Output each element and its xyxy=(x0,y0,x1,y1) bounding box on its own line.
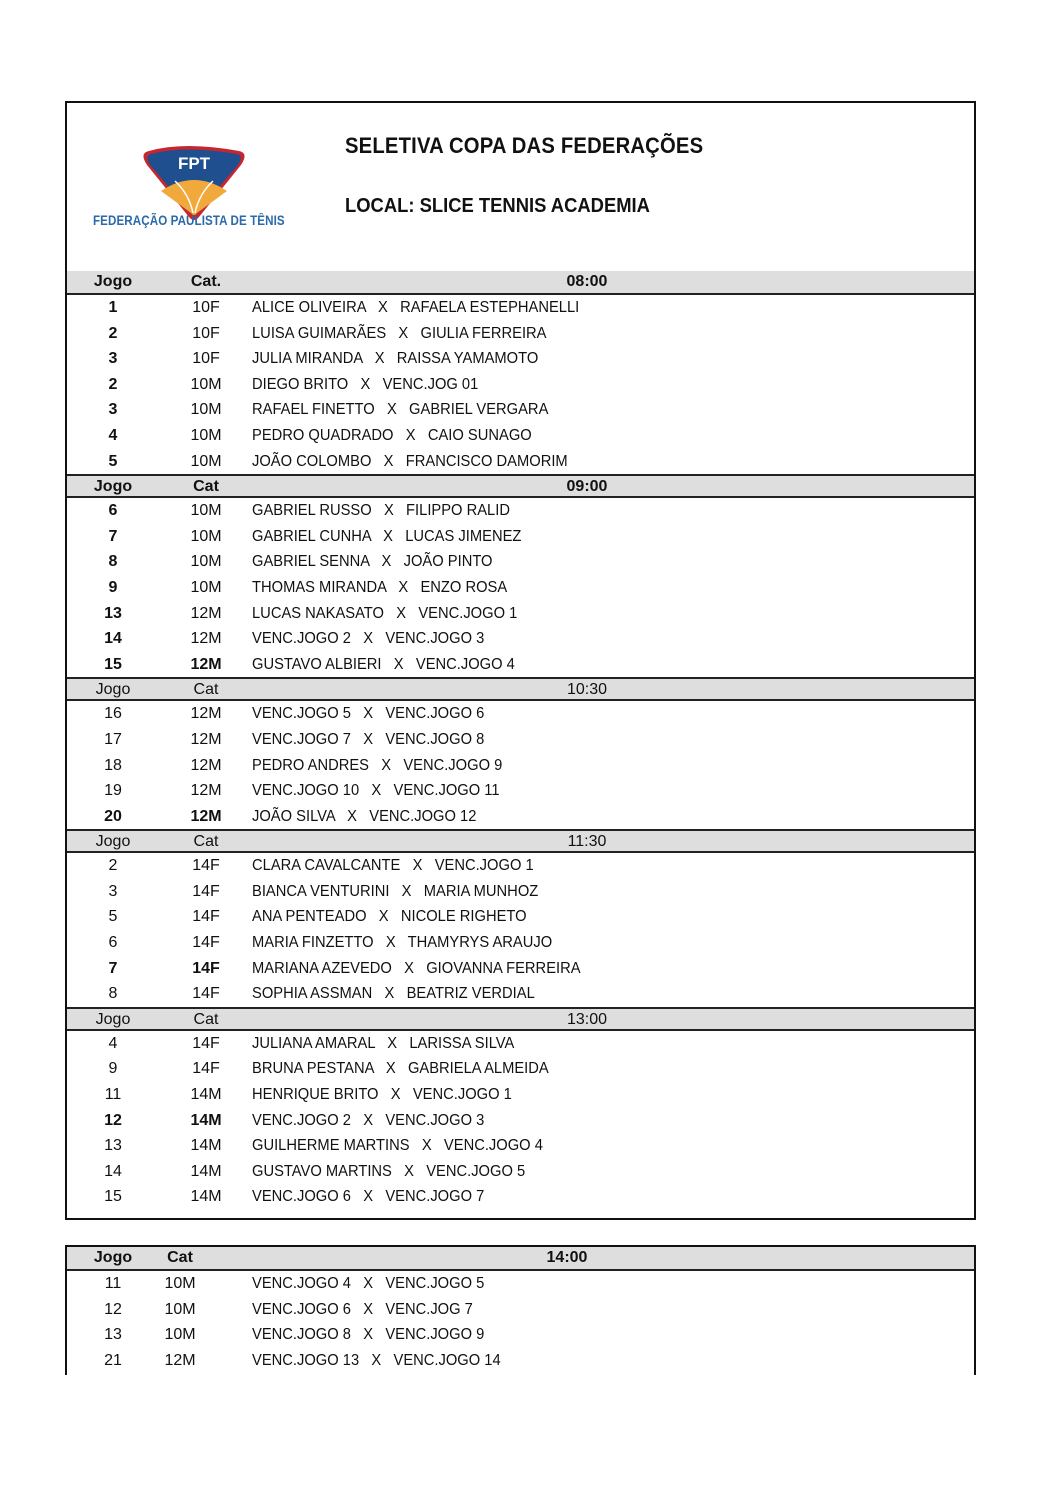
table-row xyxy=(67,346,974,372)
column-header-cat: Cat xyxy=(193,681,219,699)
match-text: MARIA FINZETTO X THAMYRYS ARAUJO xyxy=(252,934,553,952)
category: 14F xyxy=(192,1060,220,1078)
match-players xyxy=(252,1297,492,1323)
category: 14F xyxy=(192,959,220,977)
game-number: 13 xyxy=(104,1326,122,1344)
game-number: 15 xyxy=(104,1188,122,1206)
schedule-sections xyxy=(67,271,974,1210)
match-players xyxy=(252,1348,522,1374)
category: 14M xyxy=(190,1111,222,1129)
game-number: 11 xyxy=(104,1275,122,1292)
match-text: GABRIEL RUSSO X FILIPPO RALID xyxy=(252,502,510,520)
section-header xyxy=(67,1247,974,1271)
table-row xyxy=(67,956,974,982)
match-players xyxy=(252,1322,505,1348)
match-players xyxy=(252,1056,574,1082)
match-players xyxy=(252,423,556,449)
match-players xyxy=(252,1082,534,1108)
game-number: 20 xyxy=(104,807,122,825)
category: 10M xyxy=(190,527,222,545)
table-row xyxy=(67,701,974,727)
match-text: VENC.JOGO 6 X VENC.JOG 7 xyxy=(252,1300,473,1318)
category: 10M xyxy=(164,1300,196,1318)
match-text: VENC.JOGO 7 X VENC.JOGO 8 xyxy=(252,730,485,748)
section-header xyxy=(67,677,974,701)
category: 12M xyxy=(190,807,222,825)
table-row xyxy=(67,549,974,575)
column-header-cat: Cat xyxy=(193,478,219,496)
table-row xyxy=(67,778,974,804)
match-players xyxy=(252,701,505,727)
match-text: SOPHIA ASSMAN X BEATRIZ VERDIAL xyxy=(252,985,535,1003)
category: 14F xyxy=(192,908,220,926)
match-text: LUCAS NAKASATO X VENC.JOGO 1 xyxy=(252,604,518,622)
game-number: 19 xyxy=(104,782,122,800)
game-number: 1 xyxy=(108,299,118,316)
category: 12M xyxy=(190,782,222,800)
category: 12M xyxy=(190,604,222,622)
venue-label: LOCAL: SLICE TENNIS ACADEMIA xyxy=(345,195,650,217)
category: 14F xyxy=(192,985,220,1003)
table-row xyxy=(67,1322,974,1348)
table-row xyxy=(67,1271,974,1297)
game-number: 14 xyxy=(104,1162,122,1180)
game-number: 9 xyxy=(108,578,118,596)
match-players xyxy=(252,498,532,524)
category: 12M xyxy=(164,1351,196,1369)
game-number: 5 xyxy=(108,908,118,926)
table-row xyxy=(67,1108,974,1134)
match-text: GUILHERME MARTINS X VENC.JOGO 4 xyxy=(252,1137,543,1155)
table-row xyxy=(67,652,974,678)
section-header xyxy=(67,271,974,295)
game-number: 11 xyxy=(104,1086,122,1104)
table-row xyxy=(67,1297,974,1323)
table-row xyxy=(67,1056,974,1082)
match-text: GABRIEL CUNHA X LUCAS JIMENEZ xyxy=(252,527,522,545)
table-row xyxy=(67,524,974,550)
match-players xyxy=(252,804,496,830)
table-row xyxy=(67,904,974,930)
table-row xyxy=(67,853,974,879)
match-players xyxy=(252,449,595,475)
section-header xyxy=(67,1007,974,1031)
match-players xyxy=(252,524,545,550)
category: 10M xyxy=(190,401,222,419)
match-text: BRUNA PESTANA X GABRIELA ALMEIDA xyxy=(252,1060,549,1078)
table-row xyxy=(67,1031,974,1057)
section-header xyxy=(67,829,974,853)
game-number: 8 xyxy=(108,985,118,1003)
table-row xyxy=(67,930,974,956)
match-text: JOÃO COLOMBO X FRANCISCO DAMORIM xyxy=(252,452,568,470)
match-players xyxy=(252,1184,505,1210)
time-section xyxy=(67,1007,974,1210)
time-section xyxy=(67,829,974,1007)
match-players xyxy=(252,727,505,753)
match-text: ALICE OLIVEIRA X RAFAELA ESTEPHANELLI xyxy=(252,299,580,316)
match-text: VENC.JOGO 6 X VENC.JOGO 7 xyxy=(252,1188,485,1206)
time-slot: 14:00 xyxy=(546,1249,588,1266)
category: 10M xyxy=(190,502,222,520)
logo-text: FEDERAÇÃO PAULISTA DE TÊNIS xyxy=(93,213,285,228)
match-players xyxy=(252,753,524,779)
time-section xyxy=(67,1247,974,1373)
game-number: 3 xyxy=(108,882,118,900)
table-row xyxy=(67,1082,974,1108)
game-number: 7 xyxy=(108,959,118,977)
table-row xyxy=(67,1159,974,1185)
table-row xyxy=(67,601,974,627)
table-row xyxy=(67,372,974,398)
match-text: VENC.JOGO 4 X VENC.JOGO 5 xyxy=(252,1275,485,1292)
category: 10M xyxy=(164,1326,196,1344)
game-number: 12 xyxy=(104,1111,122,1129)
table-row xyxy=(67,423,974,449)
game-number: 16 xyxy=(104,705,122,723)
match-players xyxy=(252,601,540,627)
game-number: 15 xyxy=(104,655,122,673)
game-number: 14 xyxy=(104,630,122,648)
match-text: JULIANA AMARAL X LARISSA SILVA xyxy=(252,1034,515,1052)
table-row xyxy=(67,498,974,524)
match-players xyxy=(252,575,529,601)
category: 12M xyxy=(190,730,222,748)
match-text: THOMAS MIRANDA X ENZO ROSA xyxy=(252,578,508,596)
category: 10M xyxy=(190,375,222,393)
match-text: VENC.JOGO 8 X VENC.JOGO 9 xyxy=(252,1326,485,1344)
column-header-jogo: Jogo xyxy=(95,1010,131,1028)
table-row xyxy=(67,397,974,423)
match-players xyxy=(252,321,572,347)
match-text: RAFAEL FINETTO X GABRIEL VERGARA xyxy=(252,401,549,419)
game-number: 3 xyxy=(108,401,118,419)
category: 14F xyxy=(192,882,220,900)
match-text: MARIANA AZEVEDO X GIOVANNA FERREIRA xyxy=(252,959,581,977)
game-number: 12 xyxy=(104,1300,122,1318)
match-players xyxy=(252,1133,568,1159)
match-players xyxy=(252,1271,505,1297)
time-section xyxy=(67,271,974,474)
column-header-cat: Cat. xyxy=(190,273,222,290)
match-text: JOÃO SILVA X VENC.JOGO 12 xyxy=(252,807,477,825)
match-players xyxy=(252,853,558,879)
match-players xyxy=(252,295,608,321)
match-text: GUSTAVO ALBIERI X VENC.JOGO 4 xyxy=(252,655,515,673)
game-number: 17 xyxy=(104,730,122,748)
match-text: VENC.JOGO 2 X VENC.JOGO 3 xyxy=(252,630,485,648)
category: 10M xyxy=(190,578,222,596)
game-number: 13 xyxy=(104,1137,122,1155)
document-header xyxy=(67,103,974,273)
table-row xyxy=(67,449,974,475)
match-text: GABRIEL SENNA X JOÃO PINTO xyxy=(252,553,493,571)
schedule-section-1400 xyxy=(67,1247,974,1373)
svg-text:FPT: FPT xyxy=(177,154,211,173)
category: 10F xyxy=(192,299,220,316)
time-slot: 11:30 xyxy=(567,833,607,851)
game-number: 4 xyxy=(108,1034,118,1052)
schedule-main-box xyxy=(65,101,976,1220)
match-players xyxy=(252,879,563,905)
game-number: 2 xyxy=(108,375,118,393)
match-players xyxy=(252,930,578,956)
category: 14M xyxy=(190,1162,222,1180)
column-header-jogo: Jogo xyxy=(93,1249,133,1266)
column-header-jogo: Jogo xyxy=(93,273,133,290)
time-slot: 10:30 xyxy=(566,681,608,699)
match-text: LUISA GUIMARÃES X GIULIA FERREIRA xyxy=(252,324,547,342)
category: 10M xyxy=(190,452,222,470)
table-row xyxy=(67,321,974,347)
category: 12M xyxy=(190,756,222,774)
category: 14F xyxy=(192,934,220,952)
game-number: 7 xyxy=(108,527,118,545)
match-text: VENC.JOGO 10 X VENC.JOGO 11 xyxy=(252,782,500,800)
game-number: 6 xyxy=(108,502,118,520)
game-number: 3 xyxy=(108,350,118,368)
table-row xyxy=(67,879,974,905)
match-text: GUSTAVO MARTINS X VENC.JOGO 5 xyxy=(252,1162,526,1180)
section-header xyxy=(67,474,974,498)
match-players xyxy=(252,1108,505,1134)
table-row xyxy=(67,626,974,652)
match-players xyxy=(252,956,609,982)
table-row xyxy=(67,295,974,321)
match-players xyxy=(252,549,513,575)
category: 14F xyxy=(192,857,220,875)
time-slot: 13:00 xyxy=(566,1010,608,1028)
match-players xyxy=(252,626,505,652)
game-number: 2 xyxy=(108,324,118,342)
table-row xyxy=(67,575,974,601)
column-header-jogo: Jogo xyxy=(95,833,131,851)
match-text: CLARA CAVALCANTE X VENC.JOGO 1 xyxy=(252,857,534,875)
category: 12M xyxy=(190,705,222,723)
match-players xyxy=(252,346,563,372)
match-text: BIANCA VENTURINI X MARIA MUNHOZ xyxy=(252,882,539,900)
column-header-cat: Cat xyxy=(193,833,219,851)
column-header-cat: Cat xyxy=(167,1249,193,1266)
time-slot: 09:00 xyxy=(566,478,608,496)
game-number: 18 xyxy=(104,756,122,774)
game-number: 5 xyxy=(108,452,118,470)
table-row xyxy=(67,1184,974,1210)
category: 12M xyxy=(190,655,222,673)
match-players xyxy=(252,652,538,678)
match-text: PEDRO QUADRADO X CAIO SUNAGO xyxy=(252,426,532,444)
category: 10M xyxy=(190,553,222,571)
page-title: SELETIVA COPA DAS FEDERAÇÕES xyxy=(345,133,704,158)
match-text: JULIA MIRANDA X RAISSA YAMAMOTO xyxy=(252,350,539,368)
time-slot: 08:00 xyxy=(566,273,608,290)
match-text: VENC.JOGO 5 X VENC.JOGO 6 xyxy=(252,705,485,723)
match-players xyxy=(252,1159,549,1185)
match-text: DIEGO BRITO X VENC.JOG 01 xyxy=(252,375,479,393)
match-players xyxy=(252,1031,537,1057)
category: 14M xyxy=(190,1086,222,1104)
table-row xyxy=(67,1348,974,1374)
category: 10M xyxy=(190,426,222,444)
category: 14F xyxy=(192,1034,220,1052)
match-text: HENRIQUE BRITO X VENC.JOGO 1 xyxy=(252,1086,512,1104)
category: 10F xyxy=(192,324,220,342)
category: 10F xyxy=(192,350,220,368)
match-text: VENC.JOGO 2 X VENC.JOGO 3 xyxy=(252,1111,485,1129)
category: 10M xyxy=(164,1275,196,1292)
table-row xyxy=(67,753,974,779)
game-number: 6 xyxy=(108,934,118,952)
category: 14M xyxy=(190,1137,222,1155)
match-text: PEDRO ANDRES X VENC.JOGO 9 xyxy=(252,756,503,774)
game-number: 9 xyxy=(108,1060,118,1078)
table-row xyxy=(67,1133,974,1159)
category: 14M xyxy=(190,1188,222,1206)
match-players xyxy=(252,904,550,930)
table-row xyxy=(67,804,974,830)
game-number: 8 xyxy=(108,553,118,571)
match-text: VENC.JOGO 13 X VENC.JOGO 14 xyxy=(252,1351,501,1369)
game-number: 2 xyxy=(108,857,118,875)
match-players xyxy=(252,778,521,804)
column-header-jogo: Jogo xyxy=(93,478,133,496)
time-section xyxy=(67,677,974,829)
table-row xyxy=(67,981,974,1007)
match-players xyxy=(252,372,498,398)
time-section xyxy=(67,474,974,677)
table-row xyxy=(67,727,974,753)
game-number: 21 xyxy=(104,1351,122,1369)
column-header-jogo: Jogo xyxy=(95,681,131,699)
match-text: ANA PENTEADO X NICOLE RIGHETO xyxy=(252,908,527,926)
match-players xyxy=(252,981,559,1007)
column-header-cat: Cat xyxy=(193,1010,219,1028)
game-number: 4 xyxy=(108,426,118,444)
schedule-secondary-box xyxy=(65,1245,976,1375)
category: 12M xyxy=(190,630,222,648)
match-players xyxy=(252,397,574,423)
game-number: 13 xyxy=(104,604,122,622)
